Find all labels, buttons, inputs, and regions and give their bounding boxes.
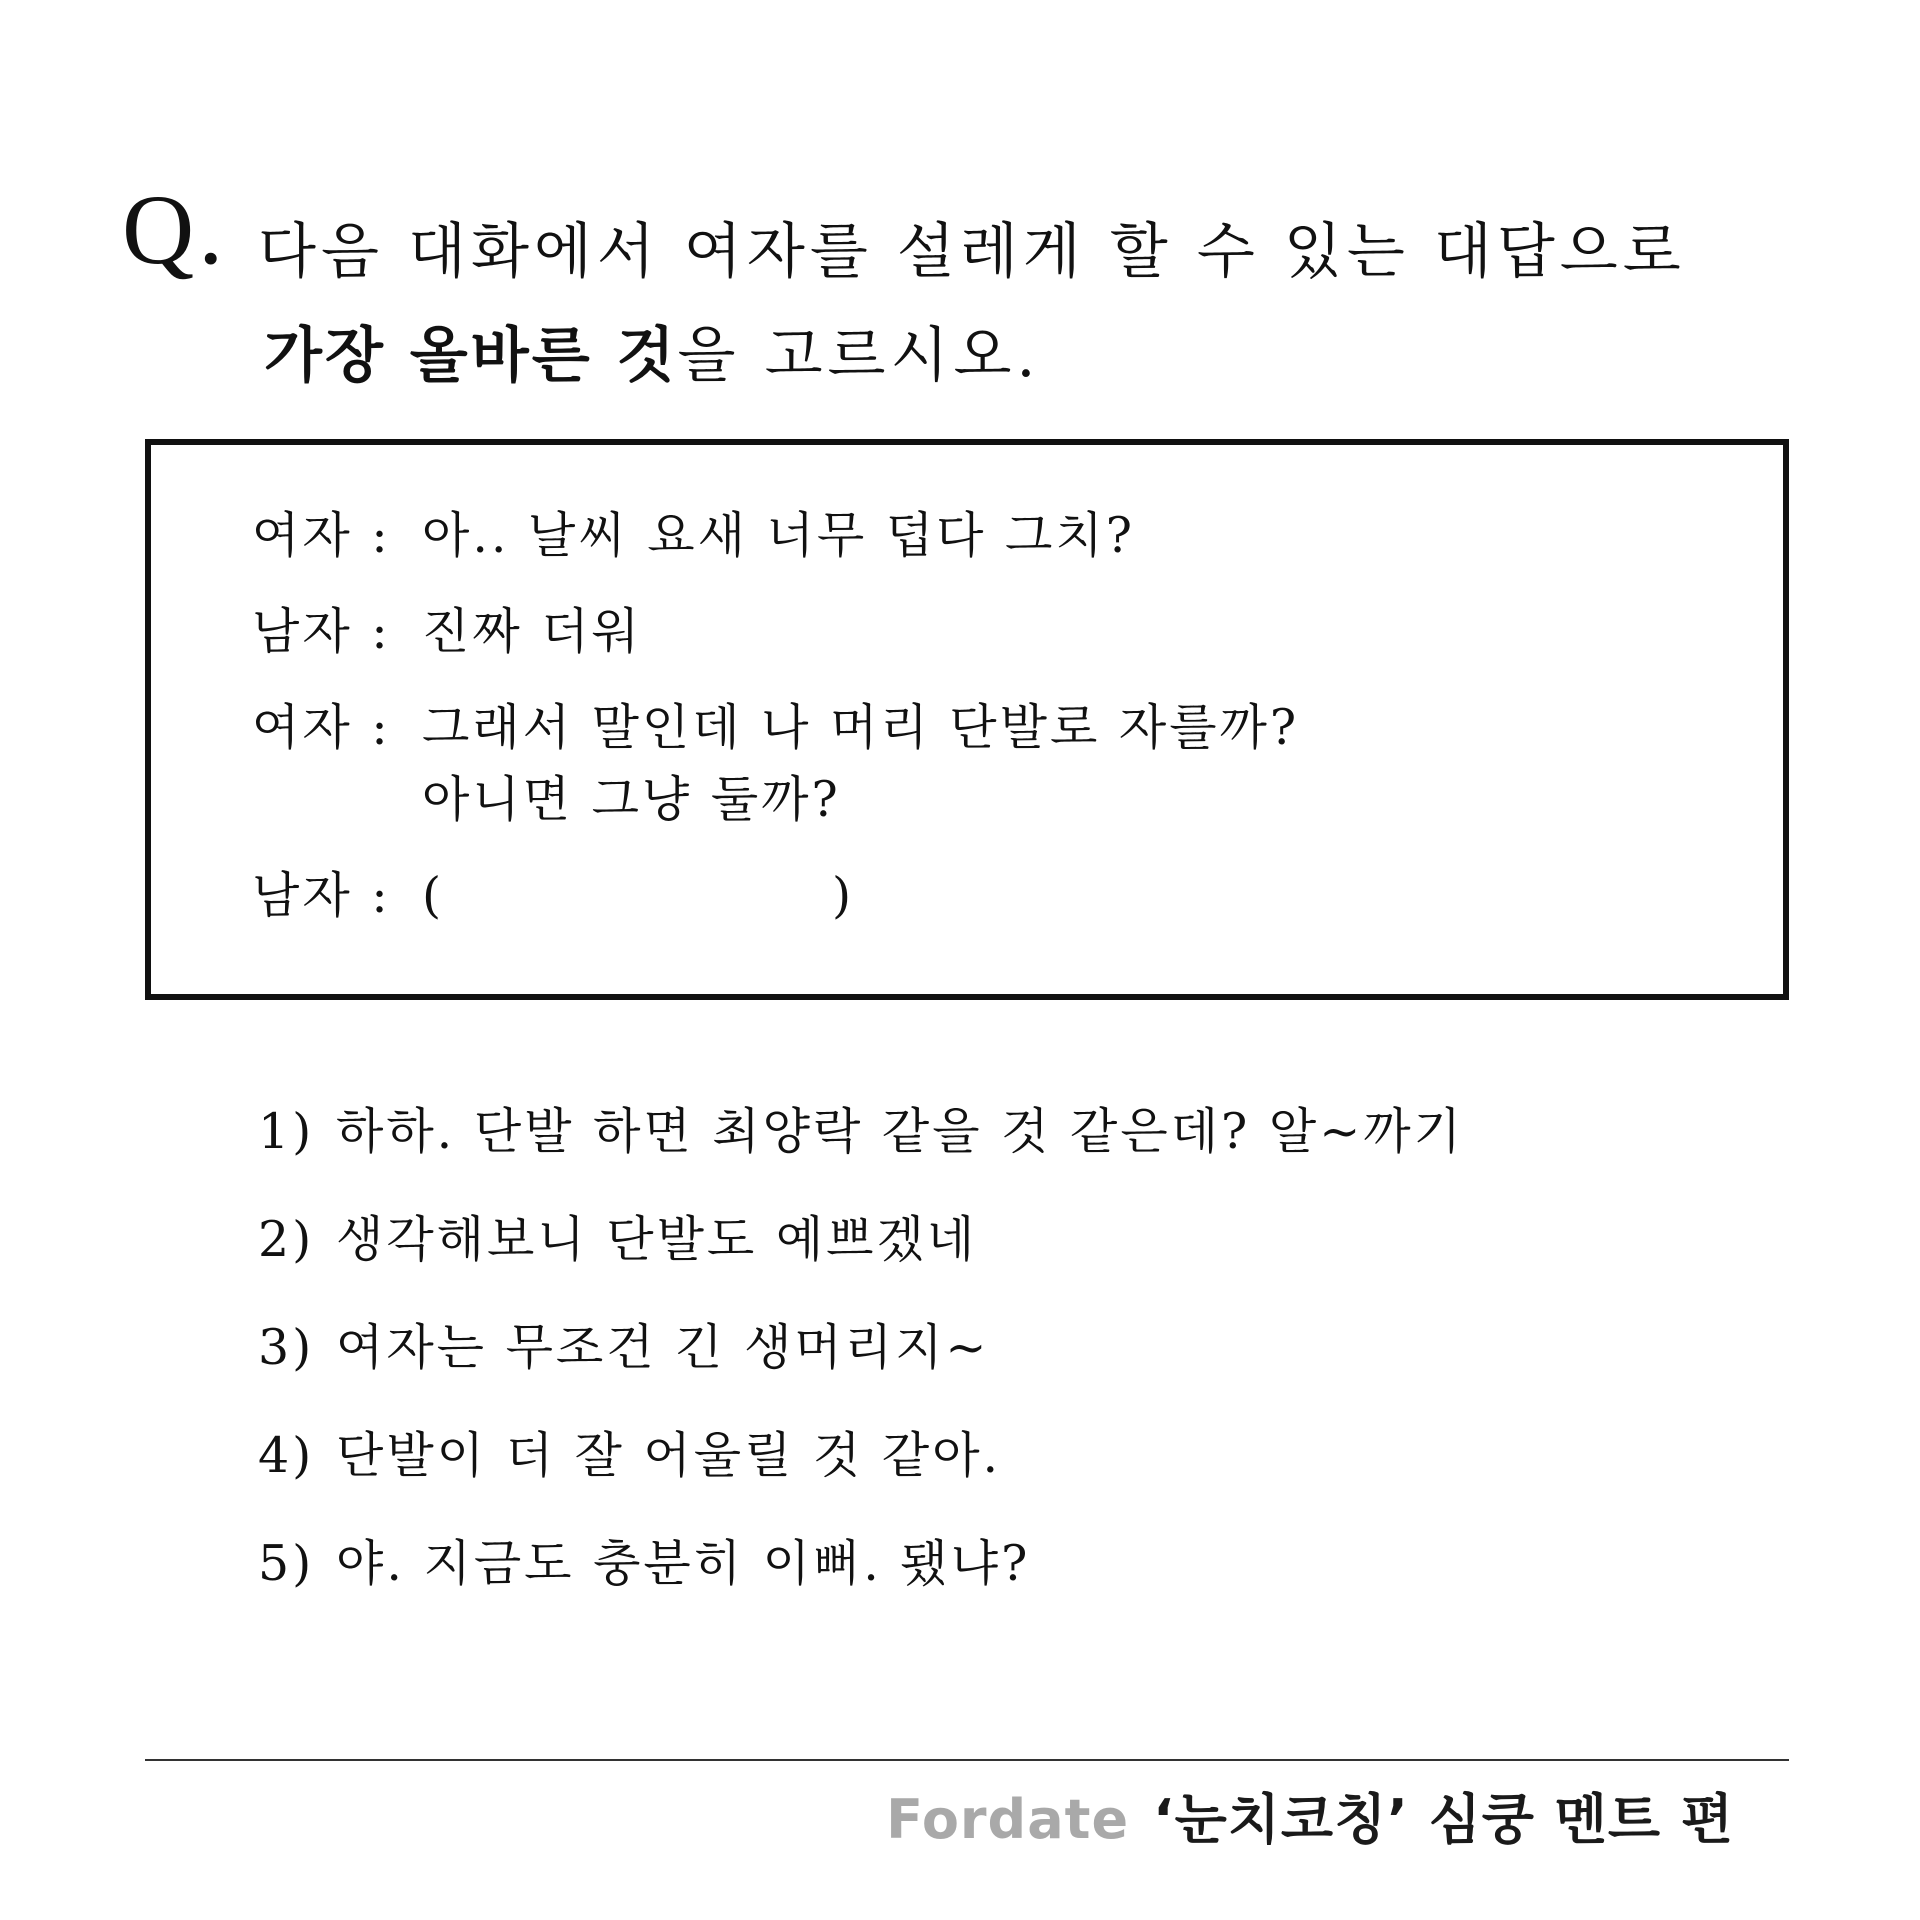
dialog-line-answer — [252, 860, 1299, 932]
dialog-speaker: 여자 : — [252, 507, 391, 564]
footer — [886, 1788, 1734, 1852]
dialog-speech: 아.. 날씨 요새 너무 덥다 그치? — [422, 507, 1135, 564]
choice-item[interactable]: 4) 단발이 더 잘 어울릴 것 같아. — [258, 1427, 1002, 1484]
dialog-line — [252, 500, 1299, 572]
answer-choices — [258, 1096, 1464, 1636]
series-title: ‘눈치코칭’ 심쿵 멘트 편 — [1153, 1788, 1734, 1851]
dialog-speaker: 남자 : — [252, 867, 391, 924]
dialog-line-continuation — [252, 764, 1299, 836]
question-line-1: 다음 대화에서 여자를 설레게 할 수 있는 대답으로 — [258, 217, 1686, 287]
question-text — [258, 200, 1686, 408]
footer-divider — [145, 1759, 1789, 1761]
dialog-speaker: 여자 : — [252, 699, 391, 756]
question-line-2-rest: 을 고르시오. — [677, 321, 1041, 391]
choice-item[interactable]: 3) 여자는 무조건 긴 생머리지~ — [258, 1319, 990, 1376]
choice-item[interactable]: 5) 야. 지금도 충분히 이뻐. 됐냐? — [258, 1535, 1031, 1592]
question-line-2 — [264, 304, 1686, 408]
dialog-lines — [252, 500, 1299, 932]
dialog-speech: 그래서 말인데 나 머리 단발로 자를까? — [422, 699, 1300, 756]
question-mark-label: Q. — [122, 174, 228, 285]
dialog-speaker: 남자 : — [252, 603, 391, 660]
dialog-line — [252, 596, 1299, 668]
dialog-speech: 아니면 그냥 둘까? — [422, 771, 841, 828]
choice-item[interactable]: 2) 생각해보니 단발도 예쁘겠네 — [258, 1211, 978, 1268]
dialog-line — [252, 692, 1299, 764]
question-emphasis: 가장 올바른 것 — [264, 321, 678, 391]
answer-blank: ( ) — [422, 867, 855, 924]
brand-name: Fordate — [886, 1788, 1130, 1851]
choice-item[interactable]: 1) 하하. 단발 하면 최양락 같을 것 같은데? 알~까기 — [258, 1103, 1464, 1160]
dialog-speech: 진짜 더워 — [422, 603, 642, 660]
